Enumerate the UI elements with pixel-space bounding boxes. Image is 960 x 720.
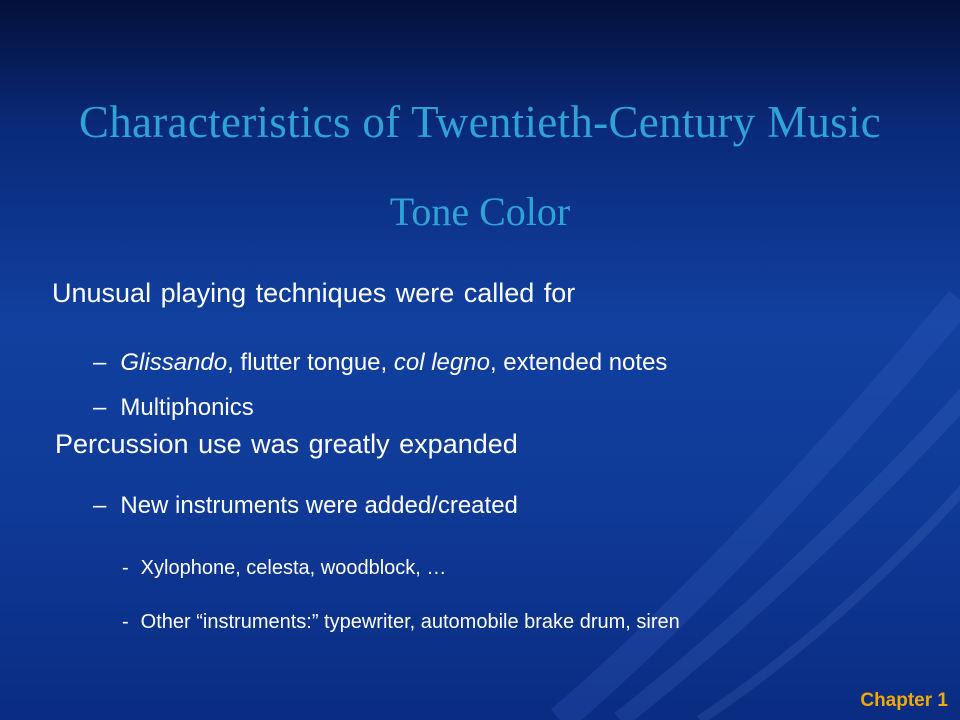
slide-title: Characteristics of Twentieth-Century Music	[78, 97, 882, 147]
term-glissando: Glissando	[120, 349, 228, 376]
dash-marker: -	[122, 611, 129, 633]
sub-bullet-text: Multiphonics	[120, 394, 254, 421]
term-col-legno: col legno	[393, 349, 490, 376]
item-other-instruments	[122, 611, 680, 634]
item-text: Xylophone, celesta, woodblock, …	[140, 557, 447, 579]
bullet-percussion-expanded: Percussion use was greatly expanded	[55, 429, 518, 459]
dash-marker: -	[122, 557, 129, 579]
item-xylophone-list	[122, 557, 446, 580]
item-text: Other “instruments:” typewriter, automobile brake drum, siren	[140, 611, 680, 633]
dash-marker: –	[93, 492, 107, 519]
slide-subtitle: Tone Color	[389, 189, 571, 234]
sub-bullet-multiphonics	[93, 394, 254, 422]
sub-bullet-text: Glissando, flutter tongue, col legno, extended notes	[120, 349, 668, 376]
sub-bullet-new-instruments	[93, 492, 518, 520]
sub-bullet-techniques-list	[93, 349, 667, 377]
dash-marker: –	[93, 394, 107, 421]
sub-bullet-text: New instruments were added/created	[120, 492, 518, 519]
bullet-unusual-techniques: Unusual playing techniques were called for	[52, 278, 576, 308]
dash-marker: –	[93, 349, 107, 376]
chapter-label: Chapter 1	[860, 690, 948, 711]
